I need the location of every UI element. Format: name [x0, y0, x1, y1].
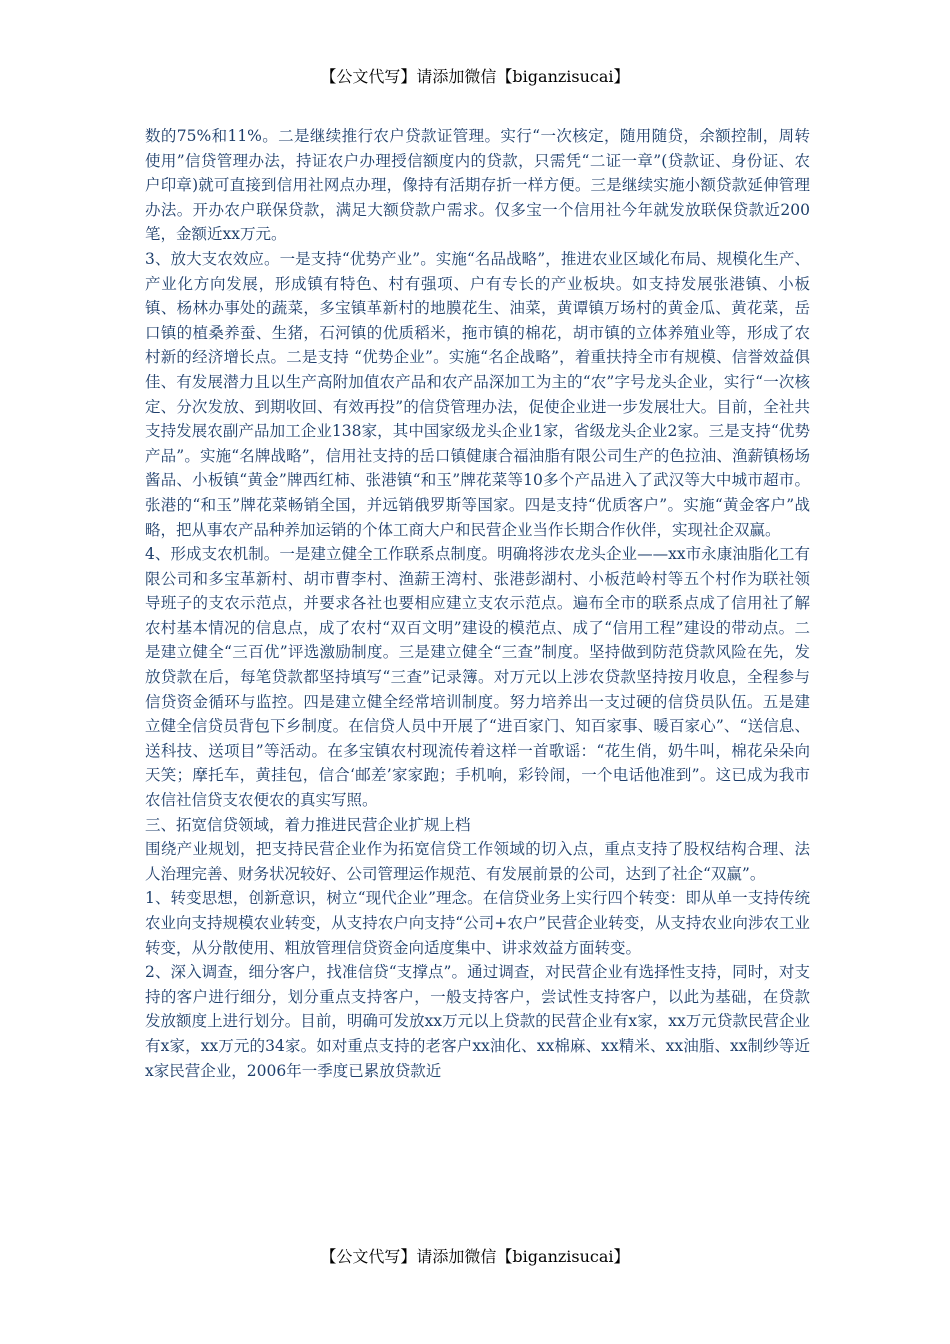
- page-header: 【公文代写】请添加微信【biganzisucai】: [320, 67, 630, 86]
- section-heading-3: 三、拓宽信贷领域，着力推进民营企业扩规上档: [145, 815, 471, 834]
- paragraph-item-2-investigate-customers: 2、深入调查，细分客户，找准信贷“支撑点”。通过调查，对民营企业有选择性支持，同时，对支持的客户进行细分，划分重点支持客户，一般支持客户，尝试性支持客户，以此为基础，在贷款发放额度上进行划分。目前，明确可发放xx万元以上贷款的民营企业有x家，xx万元贷款民营企业有x家，xx万元的34家。如对重点支持的老客户xx油化、xx棉麻、xx精米、xx油脂、xx制纱等近x家民营企业，2006年一季度已累放贷款近: [145, 963, 810, 1080]
- page-footer: 【公文代写】请添加微信【biganzisucai】: [320, 1247, 630, 1266]
- paragraph-intro-continuation: 数的75%和11%。二是继续推行农户贷款证管理。实行“一次核定，随用随贷，余额控制，周转使用”信贷管理办法，持证农户办理授信额度内的贷款，只需凭“二证一章”(贷款证、身份证、农户印章)就可直接到信用社网点办理，像持有活期存折一样方便。三是继续实施小额贷款延伸管理办法。开办农户联保贷款，满足大额贷款户需求。仅多宝一个信用社今年就发放联保贷款近200笔，金额近xx万元。: [145, 127, 810, 244]
- paragraph-item-4-agri-mechanism: 4、形成支农机制。一是建立健全工作联系点制度。明确将涉农龙头企业——xx市永康油脂化工有限公司和多宝革新村、胡市曹李村、渔薪王湾村、张港彭湖村、小板范岭村等五个村作为联社领导班子的支农示范点，并要求各社也要相应建立支农示范点。遍布全市的联系点成了信用社了解农村基本情况的信息点，成了农村“双百文明”建设的模范点、成了“信用工程”建设的带动点。二是建立健全“三百优”评选激励制度。三是建立健全“三查”制度。坚持做到防范贷款风险在先，发放贷款在后，每笔贷款都坚持填写“三查”记录簿。对万元以上涉农贷款坚持按月收息，全程参与信贷资金循环与监控。四是建立健全经常培训制度。努力培养出一支过硬的信贷员队伍。五是建立健全信贷员背包下乡制度。在信贷人员中开展了“进百家门、知百家事、暖百家心”、“送信息、送科技、送项目”等活动。在多宝镇农村现流传着这样一首歌谣：“花生俏，奶牛叫，棉花朵朵向天笑；摩托车，黄挂包，信合‘邮差’家家跑；手机响，彩铃闹，一个电话他准到”。这已成为我市农信社信贷支农便农的真实写照。: [145, 545, 810, 810]
- paragraph-section-3-intro: 围绕产业规划，把支持民营企业作为拓宽信贷工作领域的切入点，重点支持了股权结构合理、法人治理完善、财务状况较好、公司管理运作规范、有发展前景的公司，达到了社企“双赢”。: [145, 840, 810, 883]
- paragraph-item-1-change-thinking: 1、转变思想，创新意识，树立“现代企业”理念。在信贷业务上实行四个转变：即从单一支持传统农业向支持规模农业转变，从支持农户向支持“公司+农户”民营企业转变，从支持农业向涉农工业转变，从分散使用、粗放管理信贷资金向适度集中、讲求效益方面转变。: [145, 889, 810, 957]
- paragraph-item-3-expand-agri-effect: 3、放大支农效应。一是支持“优势产业”。实施“名品战略”，推进农业区域化布局、规模化生产、产业化方向发展，形成镇有特色、村有强项、户有专长的产业板块。如支持发展张港镇、小板镇、杨林办事处的蔬菜，多宝镇革新村的地膜花生、油菜，黄谭镇万场村的黄金瓜、黄花菜，岳口镇的植桑养蚕、生猪，石河镇的优质稻米，拖市镇的棉花，胡市镇的立体养殖业等，形成了农村新的经济增长点。二是支持 “优势企业”。实施“名企战略”，着重扶持全市有规模、信誉效益俱佳、有发展潜力且以生产高附加值农产品和农产品深加工为主的“农”字号龙头企业，实行“一次核定、分次发放、到期收回、有效再投”的信贷管理办法，促使企业进一步发展壮大。目前，全社共支持发展农副产品加工企业138家，其中国家级龙头企业1家，省级龙头企业2家。三是支持“优势产品”。实施“名牌战略”，信用社支持的岳口镇健康合福油脂有限公司生产的色拉油、渔薪镇杨场酱品、小板镇“黄金”牌西红柿、张港镇“和玉”牌花菜等10多个产品进入了武汉等大中城市超市。张港的“和玉”牌花菜畅销全国，并远销俄罗斯等国家。四是支持“优质客户”。实施“黄金客户”战略，把从事农产品种养加运销的个体工商大户和民营企业当作长期合作伙伴，实现社企双赢。: [145, 249, 810, 539]
- document-body: [145, 124, 810, 1083]
